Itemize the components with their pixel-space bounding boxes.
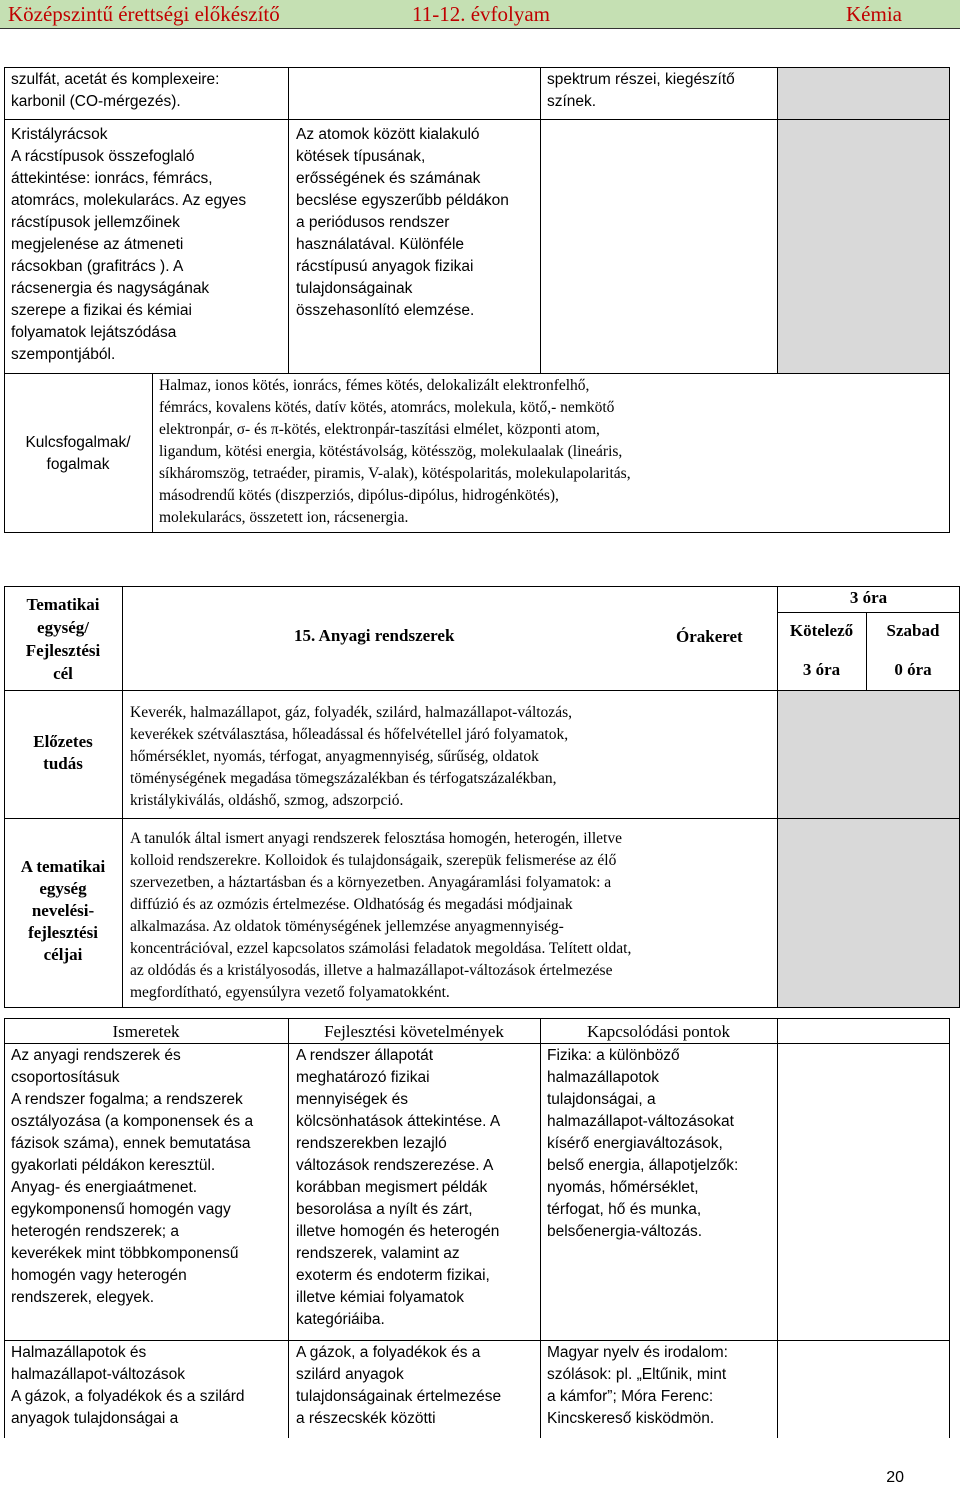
col-divider [152, 373, 153, 533]
col-divider [540, 67, 541, 373]
prior-knowledge-label: Előzetes tudás [33, 732, 93, 773]
goals-text: A tanulók által ismert anyagi rendszerek felosztása homogén, heterogén, illetve kolloid rendszerekre. Kolloidok és tulajdonságaik, szerepük felismerése az élő szervezetben, a háztartásban és a környezetben. Anyagáramlási folyamatok: a diffúzió és az ozmózis értelmezése. Oldhatóság és megadási módjainak alkalmazása. Az oldatok töménységének jellemzése anyagmennyiség- koncentrációval, ezzel kapcsolatos számolási feladatok megoldása. Telített oldat, az oldódás és a kristályosodás, illetve a halmazállapot-változások értelmezése megfordítható, egyensúlyra vezető folyamatokként. [130, 830, 632, 1001]
systems-connections: Fizika: a különböző halmazállapotok tulajdonságai, a halmazállapot-változásokat kísérő energiaváltozások, belső energia, állapotjelzők: nyomás, hőmérséklet, térfogat, hő és munka, belsőenergia-változás. [547, 1047, 739, 1240]
header-grade: 11-12. évfolyam [412, 2, 551, 26]
col-divider [122, 586, 123, 1008]
row-divider [4, 690, 960, 691]
mandatory-label: Kötelező [789, 621, 854, 640]
key-concepts-label: Kulcsfogalmak/ fogalmak [25, 434, 131, 473]
key-concepts-text: Halmaz, ionos kötés, ionrács, fémes kötés, delokalizált elektronfelhő, fémrács, kovalens kötés, datív kötés, atomrács, molekula, kötő,- nemkötő elektronpár, σ- és π-kötés, elektronpár-taszítási elmélet, központi atom, ligandum, kötési energia, kötéstávolság, kötésszög, molekulaalak (lineáris, síkháromszög, tetraéder, piramis, V-alak), kötéspolaritás, molekulapolaritás, másodrendű kötés (diszperziós, dipólus-dipólus, hidrogénkötés), molekularács, összetett ion, rácsenergia. [159, 377, 631, 526]
mandatory-hours: 3 óra [802, 660, 841, 679]
header-divider [4, 1043, 950, 1044]
row1-connections: spektrum részei, kiegészítő színek. [547, 71, 735, 110]
hours-frame-label: Órakeret [676, 627, 743, 646]
row-divider [4, 818, 960, 819]
free-hours: 0 óra [894, 660, 932, 679]
goals-label: A tematikai egység nevelési- fejlesztési céljai [20, 857, 106, 964]
page-header [0, 0, 960, 29]
col-divider [288, 1018, 289, 1438]
free-label: Szabad [886, 621, 940, 640]
states-knowledge: Halmazállapotok és halmazállapot-változások A gázok, a folyadékok és a szilárd anyagok tulajdonságai a [11, 1344, 245, 1427]
systems-requirements: A rendszer állapotát meghatározó fizikai mennyiségek és kölcsönhatások áttekintése. A rendszerekben lezajló változások rendszerezése. A korábban megismert példák besorolása a nyílt és zárt, illetve homogén és heterogén rendszerek, valamint az exoterm és endoterm fizikai, illetve kémiai folyamatok kategóriáiba. [296, 1047, 501, 1328]
col-header-knowledge: Ismeretek [112, 1022, 180, 1041]
col-divider [777, 1018, 778, 1438]
states-requirements: A gázok, a folyadékok és a szilárd anyagok tulajdonságainak értelmezése a részecskék közötti [296, 1344, 502, 1427]
unit-title-label: Tematikai egység/ Fejlesztési cél [25, 595, 101, 683]
prior-knowledge-text: Keverék, halmazállapot, gáz, folyadék, szilárd, halmazállapot-változás, keverékek szétválasztása, hőleadással és hőfelvétellel járó folyamatok, hőmérséklet, nyomás, térfogat, anyagmennyiség, sűrűség, oldatok töménységének megadása tömegszázalékban és térfogatszázalékban, kristálykiválás, oldáshő, szmog, adszorpció. [130, 704, 572, 809]
header-title: Középszintű érettségi előkészítő [8, 2, 280, 26]
row-divider [4, 373, 950, 374]
total-hours: 3 óra [849, 588, 888, 607]
unit-name: 15. Anyagi rendszerek [294, 626, 455, 645]
page-number: 20 [886, 1469, 904, 1486]
row-divider [4, 119, 950, 120]
col-divider [288, 67, 289, 373]
states-connections: Magyar nyelv és irodalom: szólások: pl. „Eltűnik, mint a kámfor”; Móra Ferenc: Kincskereső kisködmön. [547, 1344, 728, 1427]
hours-divider [777, 612, 960, 613]
row1-content: szulfát, acetát és komplexeire: karbonil (CO-mérgezés). [11, 71, 220, 110]
crystal-lattice-requirements: Az atomok között kialakuló kötések típusának, erősségének és számának becslése egyszerűbb példákon a periódusos rendszer használatával. Különféle rácstípusú anyagok fizikai tulajdonságainak összehasonlító elemzése. [296, 126, 509, 319]
systems-knowledge: Az anyagi rendszerek és csoportosításuk A rendszer fogalma; a rendszerek osztályozása (a komponensek és a fázisok száma), ennek bemutatása gyakorlati példákon keresztül. Anyag- és energiaátmenet. egykomponensű homogén vagy heterogén rendszerek; a keverékek mint többkomponensű homogén vagy heterogén rendszerek, elegyek. [11, 1047, 254, 1306]
col-header-requirements: Fejlesztési követelmények [324, 1022, 504, 1041]
col-divider [777, 67, 778, 373]
crystal-lattice-content: Kristályrácsok A rácstípusok összefoglaló áttekintése: ionrács, fémrács, atomrács, molekularács. Az egyes rácstípusok jellemzőinek megjelenése az átmeneti rácsokban (grafitrács ). A rácsenergia és nagyságának szerepe a fizikai és kémiai folyamatok lejátszódása szempontjából. [11, 126, 247, 363]
col-divider [777, 586, 778, 1008]
col-header-connections: Kapcsolódási pontok [586, 1022, 731, 1041]
header-subject: Kémia [846, 2, 902, 26]
row-divider [4, 1340, 950, 1341]
col-divider [540, 1018, 541, 1438]
